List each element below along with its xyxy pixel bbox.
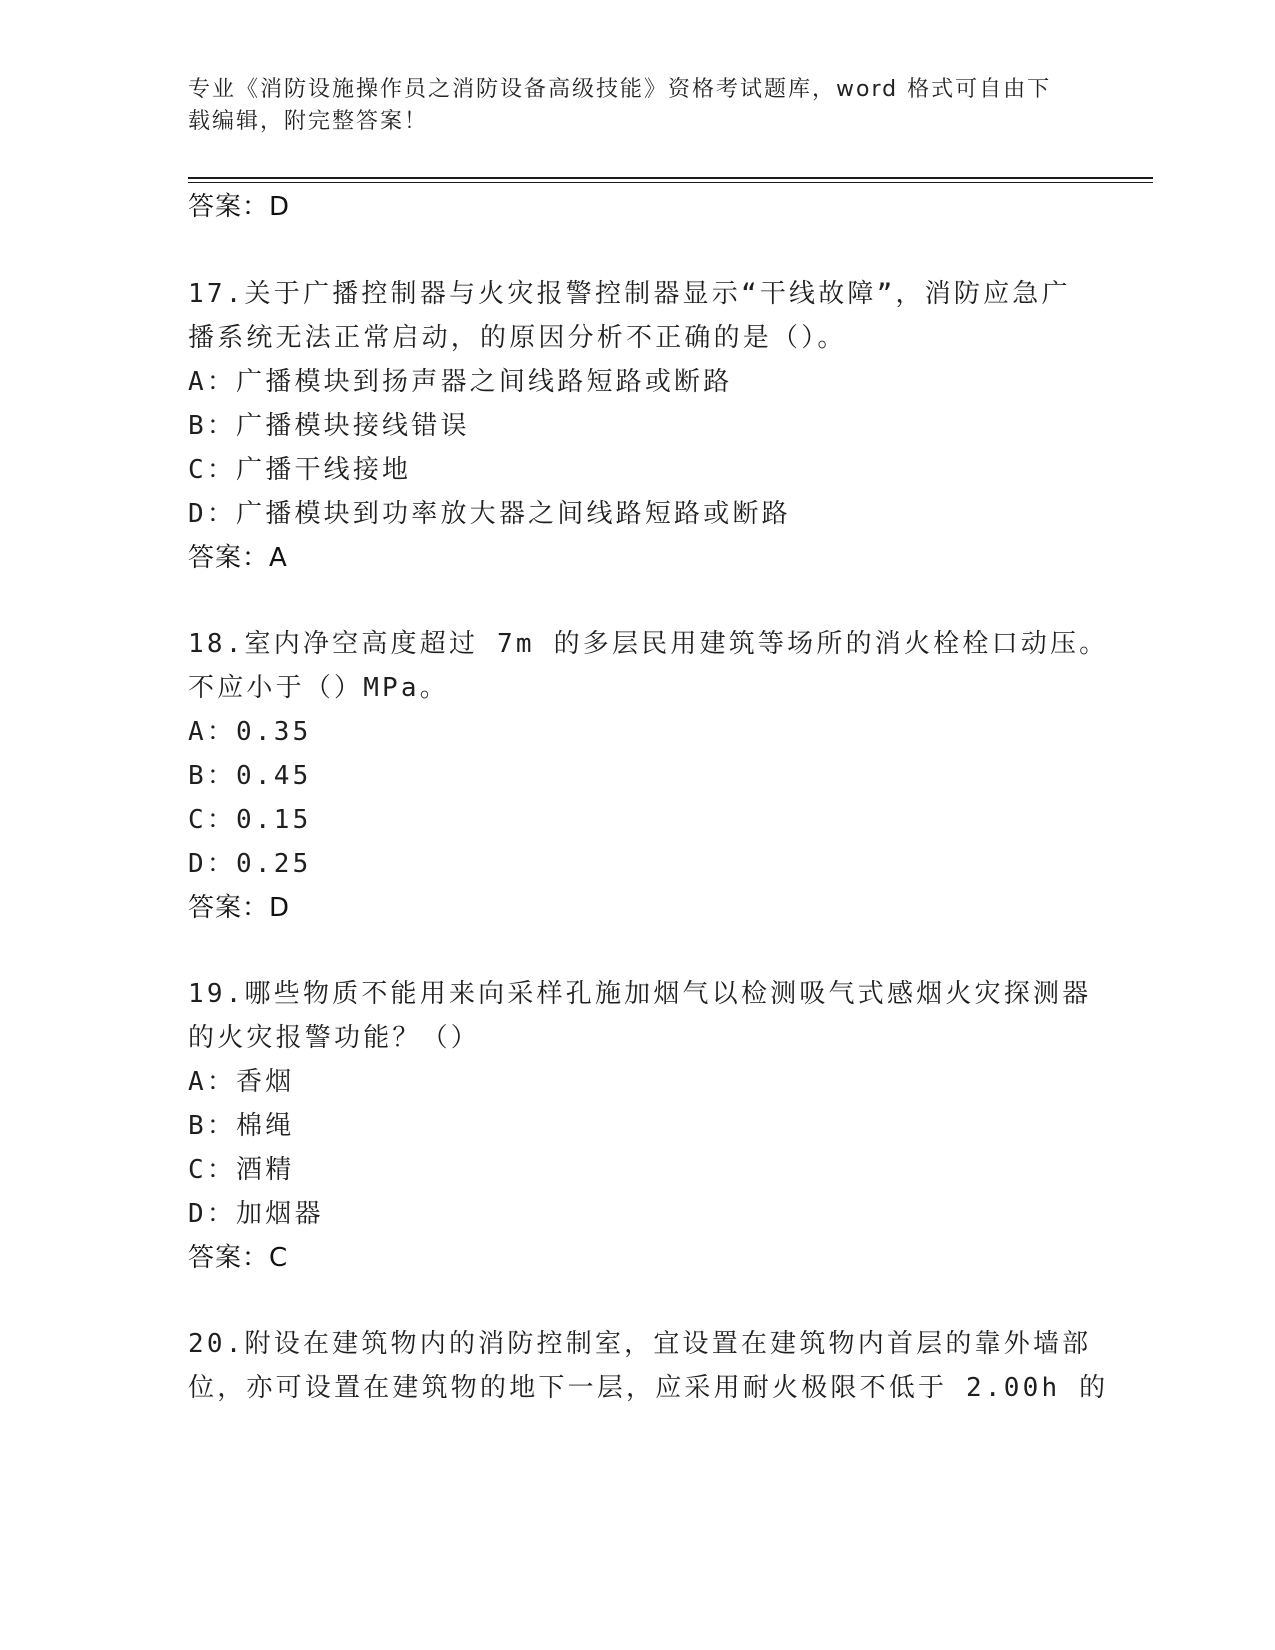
q18-stem-line-1: 18.室内净空高度超过 7m 的多层民用建筑等场所的消火栓栓口动压。: [188, 629, 1109, 659]
header-rule-thick: [188, 177, 1153, 179]
q17-answer: 答案：A: [188, 543, 288, 573]
q19-stem-line-2: 的火灾报警功能？（）: [188, 1023, 481, 1053]
q20-stem-line-1: 20.附设在建筑物内的消防控制室，宜设置在建筑物内首层的靠外墙部: [188, 1329, 1092, 1359]
q18-option-d: D：0.25: [188, 849, 312, 879]
header-rule-thin: [188, 182, 1153, 183]
header-line-1: 专业《消防设施操作员之消防设备高级技能》资格考试题库，word 格式可自由下: [188, 77, 1052, 102]
q17-option-c: C：广播干线接地: [188, 455, 412, 485]
q18-option-b: B：0.45: [188, 761, 312, 791]
q17-option-b: B：广播模块接线错误: [188, 411, 470, 441]
q19-option-c: C：酒精: [188, 1155, 295, 1185]
q18-option-c: C：0.15: [188, 805, 312, 835]
q17-stem-line-2: 播系统无法正常启动，的原因分析不正确的是（）。: [188, 323, 847, 353]
q18-option-a: A：0.35: [188, 717, 312, 747]
q17-stem-line-1: 17.关于广播控制器与火灾报警控制器显示“干线故障”，消防应急广: [188, 279, 1071, 309]
q19-option-d: D：加烟器: [188, 1199, 324, 1229]
q17-option-a: A：广播模块到扬声器之间线路短路或断路: [188, 367, 733, 397]
document-header: [188, 74, 1068, 138]
q18-answer: 答案：D: [188, 893, 291, 923]
q20-stem-line-2: 位，亦可设置在建筑物的地下一层，应采用耐火极限不低于 2.00h 的: [188, 1373, 1109, 1403]
q16-answer: 答案：D: [188, 192, 291, 222]
q19-answer: 答案：C: [188, 1243, 289, 1273]
header-line-2: 载编辑，附完整答案！: [188, 109, 429, 134]
q18-stem-line-2: 不应小于（）MPa。: [188, 673, 449, 703]
q17-option-d: D：广播模块到功率放大器之间线路短路或断路: [188, 499, 791, 529]
q19-option-b: B：棉绳: [188, 1111, 295, 1141]
q19-option-a: A：香烟: [188, 1067, 295, 1097]
q19-stem-line-1: 19.哪些物质不能用来向采样孔施加烟气以检测吸气式感烟火灾探测器: [188, 979, 1092, 1009]
